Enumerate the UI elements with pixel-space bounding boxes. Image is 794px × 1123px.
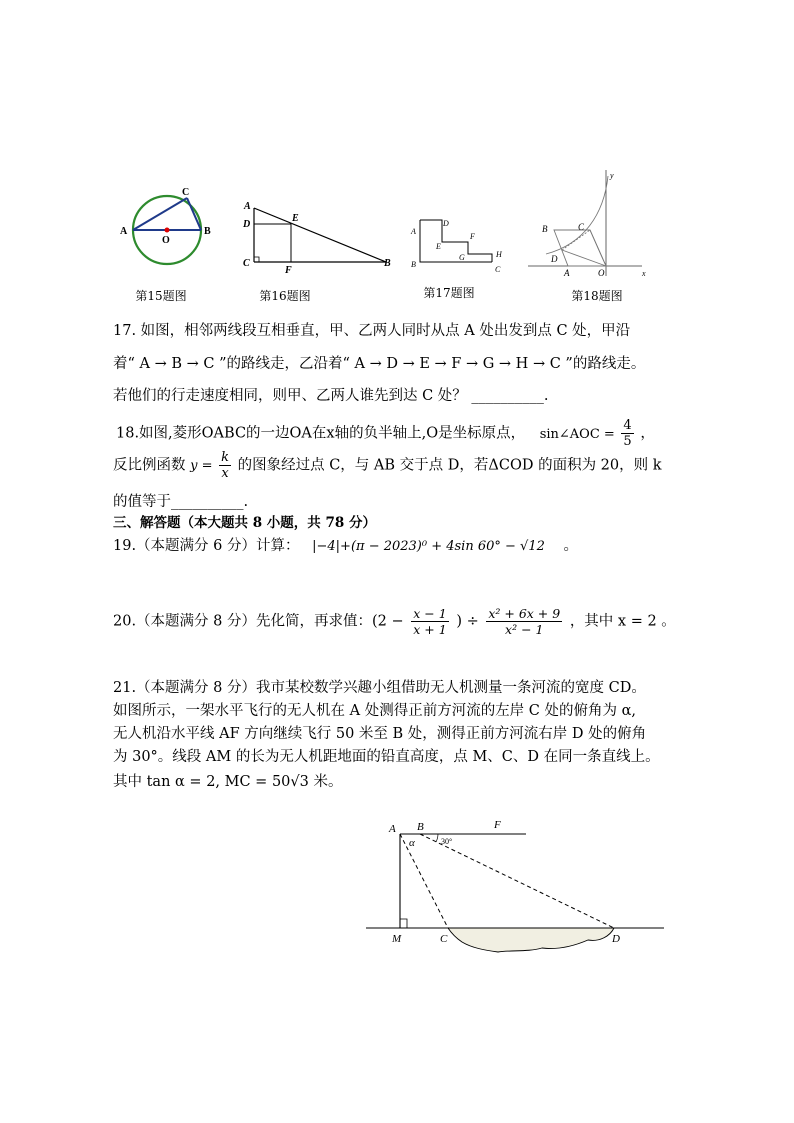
caption-fig15: 第15题图: [135, 289, 187, 303]
label-c: C: [243, 258, 250, 269]
figure-15: [112, 182, 222, 277]
segment-od: [562, 250, 606, 266]
figure-18: [524, 164, 654, 282]
q18-func-y: y =: [190, 458, 213, 474]
label-b: B: [417, 821, 424, 833]
q20-frac1-den: x + 1: [413, 622, 447, 637]
angle-30-arc: [436, 834, 438, 842]
q18-frac-den: 5: [623, 434, 632, 449]
label-c: C: [578, 222, 585, 232]
center-point: [165, 228, 170, 233]
label-a: A: [411, 227, 416, 236]
label-a: A: [389, 823, 396, 835]
q18-line3: 的值等于__________.: [113, 494, 249, 510]
label-a: A: [244, 201, 251, 212]
q18-func-num: k: [221, 450, 229, 465]
q17-line3: 若他们的行走速度相同，则甲、乙两人谁先到达 C 处？ __________.: [113, 388, 549, 404]
figure-16: [238, 196, 398, 278]
q18-sin-expr: sin∠AOC =: [539, 426, 615, 442]
label-o: O: [162, 235, 170, 246]
label-alpha: α: [409, 837, 415, 849]
q20-frac2-num: x² + 6x + 9: [488, 606, 561, 621]
q20-text: 20.（本题满分 8 分）先化简，再求值：(2 −: [113, 613, 404, 630]
q20-frac1-num: x − 1: [413, 606, 447, 621]
caption-fig16: 第16题图: [259, 289, 311, 303]
label-d: D: [443, 219, 449, 228]
label-f: F: [470, 232, 475, 241]
q20-tail: ，其中 x = 2 。: [569, 613, 676, 630]
q20-frac1: [411, 606, 448, 637]
label-b: B: [411, 260, 416, 269]
right-angle-mark: [400, 919, 407, 928]
label-g: G: [459, 253, 465, 262]
q19-line: [113, 534, 578, 555]
q21-line5: 其中 tan α = 2, MC = 50√3 米。: [113, 774, 343, 790]
label-h: H: [496, 250, 502, 259]
q19-tail: 。: [563, 538, 578, 554]
q18-func-den: x: [221, 466, 229, 481]
q17-line1: 17. 如图，相邻两线段互相垂直，甲、乙两人同时从点 A 处出发到点 C 处，甲沿: [113, 323, 631, 339]
q20-line: [113, 606, 676, 637]
q21-line3: 无人机沿水平线 AF 方向继续飞行 50 米至 B 处，测得正前方河流右岸 D 处的俯角: [113, 726, 647, 742]
q18-tail1: ，: [640, 425, 655, 442]
segment-ab: [254, 208, 386, 262]
q18-func-frac: [219, 450, 231, 481]
label-b: B: [384, 258, 391, 269]
q21-line4: 为 30°。线段 AM 的长为无人机距地面的铅直高度，点 M、C、D 在同一条直线上。: [113, 749, 660, 765]
caption-fig17: 第17题图: [423, 286, 475, 300]
label-d: D: [551, 254, 558, 264]
label-e: E: [292, 213, 299, 224]
figure-17: [406, 212, 516, 278]
outer-path: [420, 220, 492, 262]
q20-frac2-den: x² − 1: [505, 622, 544, 637]
label-y: y: [610, 171, 614, 180]
q18-line1: [116, 418, 655, 449]
q20-frac2: [486, 606, 562, 637]
label-x: x: [642, 269, 646, 278]
sight-line-ac: [400, 834, 448, 928]
q17-line2: 着“ A → B → C ”的路线走，乙沿着“ A → D → E → F → G → H → C ”的路线走。: [113, 356, 646, 372]
label-e: E: [436, 242, 441, 251]
q18-text1: 18.如图,菱形OABC的一边OA在x轴的负半轴上,O是坐标原点，: [116, 425, 526, 442]
section-3-heading: 三、解答题（本大题共 8 小题，共 78 分）: [113, 515, 376, 531]
q18-frac-num: 4: [623, 418, 632, 433]
q19-text: 19.（本题满分 6 分）计算：: [113, 538, 300, 554]
label-a: A: [120, 226, 128, 237]
chord-ac: [133, 198, 187, 230]
label-c: C: [182, 187, 190, 198]
sight-line-bd: [420, 834, 614, 928]
figure-21: [362, 812, 668, 958]
label-c: C: [440, 933, 448, 945]
label-a: A: [564, 268, 570, 278]
staircase-path: [420, 220, 492, 262]
label-f: F: [494, 819, 501, 831]
label-30deg: 30°: [441, 837, 453, 846]
q20-mid: ) ÷: [456, 613, 479, 630]
hyperbola: [546, 176, 608, 254]
river: [448, 928, 614, 952]
caption-fig18: 第18题图: [571, 289, 623, 303]
label-d: D: [243, 219, 251, 230]
label-m: M: [392, 933, 402, 945]
label-c: C: [495, 265, 501, 274]
q18-text2b: 的图象经过点 C，与 AB 交于点 D，若ΔCOD 的面积为 20，则 k: [237, 457, 662, 474]
chord-cb: [187, 198, 201, 230]
label-d: D: [612, 933, 620, 945]
q21-line1: 21.（本题满分 8 分）我市某校数学兴趣小组借助无人机测量一条河流的宽度 CD。: [113, 680, 646, 696]
q19-expression: |−4|+(π − 2023)⁰ + 4sin 60° − √12: [312, 539, 545, 554]
label-b: B: [542, 224, 548, 234]
label-f: F: [285, 265, 292, 276]
q21-line2: 如图所示，一架水平飞行的无人机在 A 处测得正前方河流的左岸 C 处的俯角为 α,: [113, 703, 637, 719]
q18-fraction: [621, 418, 633, 449]
label-o: O: [598, 268, 605, 278]
label-b: B: [204, 226, 211, 237]
q18-text2a: 反比例函数: [113, 457, 186, 474]
q18-line2: [113, 450, 662, 481]
right-angle-mark: [254, 257, 259, 262]
